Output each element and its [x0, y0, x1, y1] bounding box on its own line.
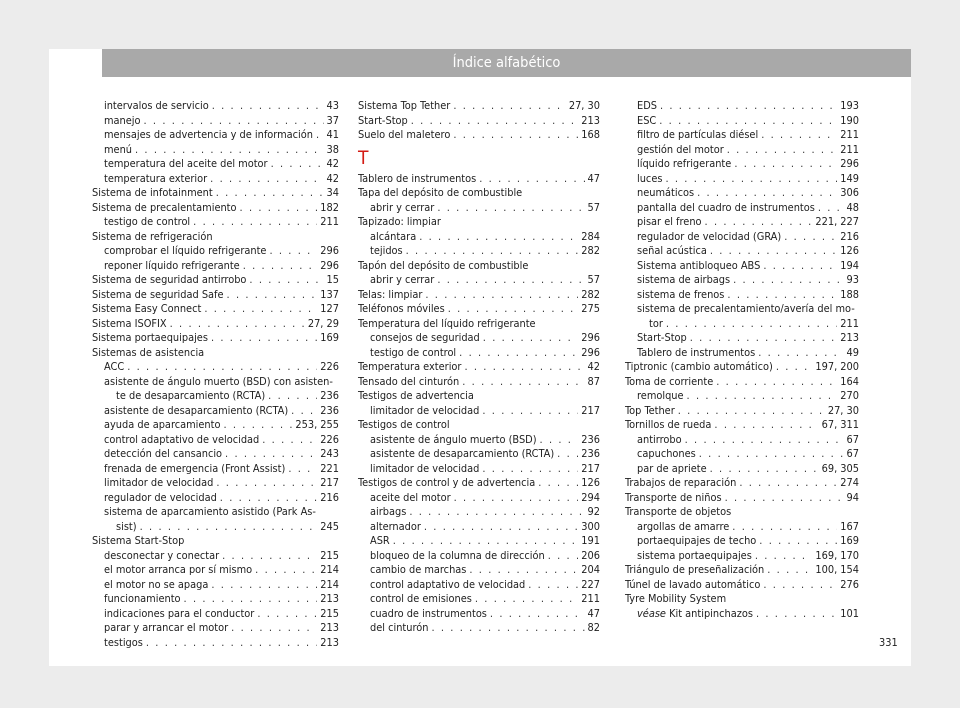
- index-entry: Testigos de control y de advertencia . . . 126: [358, 476, 600, 491]
- index-entry: par de apriete . . . 69, 305: [625, 462, 859, 477]
- index-heading: Sistema de refrigeración: [92, 229, 213, 243]
- index-entry: comprobar el líquido refrigerante . . . 296: [92, 244, 339, 259]
- index-entry: Sistema de infotainment . . . 34: [92, 186, 339, 201]
- index-entry: sistema de frenos . . . 188: [625, 288, 859, 303]
- index-entry-wrapped: asistente de ángulo muerto (BSD) con asisten-: [104, 374, 333, 388]
- index-entry-wrapped: sistema de aparcamiento asistido (Park As-: [104, 505, 316, 518]
- index-entry: funcionamiento . . . 213: [92, 592, 339, 607]
- index-column-1: [92, 99, 339, 650]
- page-header: Índice alfabético: [102, 49, 911, 77]
- index-entry: Tornillos de rueda . . . 67, 311: [625, 418, 859, 433]
- page-number: 331: [879, 636, 898, 649]
- index-entry: testigo de control . . . 211: [92, 215, 339, 230]
- index-entry: gestión del motor . . . 211: [625, 143, 859, 158]
- index-entry: ESC . . . 190: [625, 114, 859, 129]
- index-entry: parar y arrancar el motor . . . 213: [92, 621, 339, 636]
- index-entry: Start-Stop . . . 213: [358, 114, 600, 129]
- index-entry: Sistema Top Tether . . . 27, 30: [358, 99, 600, 114]
- index-entry: Trabajos de reparación . . . 274: [625, 476, 859, 491]
- index-entry: líquido refrigerante . . . 296: [625, 157, 859, 172]
- index-entry: limitador de velocidad . . . 217: [358, 404, 600, 419]
- index-entry: Suelo del maletero . . . 168: [358, 128, 600, 143]
- index-entry: argollas de amarre . . . 167: [625, 520, 859, 535]
- index-entry: Sistema de precalentamiento . . . 182: [92, 201, 339, 216]
- index-entry: señal acústica . . . 126: [625, 244, 859, 259]
- index-entry: del cinturón . . . 82: [358, 621, 600, 636]
- index-entry: temperatura exterior . . . 42: [92, 172, 339, 187]
- index-entry: abrir y cerrar . . . 57: [358, 273, 600, 288]
- index-entry: pantalla del cuadro de instrumentos . . . 48: [625, 201, 859, 216]
- index-entry: alcántara . . . 284: [358, 230, 600, 245]
- index-entry: ayuda de aparcamiento . . . 253, 255: [92, 418, 339, 433]
- index-entry: Sistema de seguridad antirrobo . . . 15: [92, 273, 339, 288]
- index-heading: Temperatura del líquido refrigerante: [358, 316, 536, 330]
- index-heading: Transporte de objetos: [625, 505, 732, 518]
- index-entry: Telas: limpiar . . . 282: [358, 288, 600, 303]
- index-entry: sistema portaequipajes . . . 169, 170: [625, 549, 859, 564]
- index-entry: cambio de marchas . . . 204: [358, 563, 600, 578]
- index-entry: limitador de velocidad . . . 217: [92, 476, 339, 491]
- index-entry: Top Tether . . . 27, 30: [625, 404, 859, 419]
- index-entry: Teléfonos móviles . . . 275: [358, 302, 600, 317]
- index-entry: regulador de velocidad (GRA) . . . 216: [625, 230, 859, 245]
- index-entry: reponer líquido refrigerante . . . 296: [92, 259, 339, 274]
- index-entry: control adaptativo de velocidad . . . 226: [92, 433, 339, 448]
- index-entry: abrir y cerrar . . . 57: [358, 201, 600, 216]
- index-heading: Tapizado: limpiar: [358, 215, 441, 228]
- index-entry: capuchones . . . 67: [625, 447, 859, 462]
- index-entry: Start-Stop . . . 213: [625, 331, 859, 346]
- index-entry: el motor no se apaga . . . 214: [92, 578, 339, 593]
- index-entry: tor . . . 211: [625, 317, 859, 332]
- index-entry: limitador de velocidad . . . 217: [358, 462, 600, 477]
- index-entry: indicaciones para el conductor . . . 215: [92, 607, 339, 622]
- index-entry: manejo . . . 37: [92, 114, 339, 129]
- index-entry: ACC . . . 226: [92, 360, 339, 375]
- index-entry: te de desaparcamiento (RCTA) . . . 236: [92, 389, 339, 404]
- index-entry: Sistema de seguridad Safe . . . 137: [92, 288, 339, 303]
- index-heading: Testigos de advertencia: [358, 389, 474, 402]
- index-entry: Sistema antibloqueo ABS . . . 194: [625, 259, 859, 274]
- index-entry: Sistema portaequipajes . . . 169: [92, 331, 339, 346]
- index-heading: Tapa del depósito de combustible: [358, 186, 523, 199]
- index-entry: Túnel de lavado automático . . . 276: [625, 578, 859, 593]
- index-column-2: [358, 99, 600, 636]
- index-entry: regulador de velocidad . . . 216: [92, 491, 339, 506]
- index-entry: menú . . . 38: [92, 143, 339, 158]
- section-letter-t: T: [358, 146, 369, 169]
- index-entry: control de emisiones . . . 211: [358, 592, 600, 607]
- index-entry: Tablero de instrumentos . . . 47: [358, 172, 600, 187]
- index-entry: véase Kit antipinchazos . . . 101: [625, 607, 859, 622]
- index-entry: desconectar y conectar . . . 215: [92, 549, 339, 564]
- index-entry: el motor arranca por sí mismo . . . 214: [92, 563, 339, 578]
- index-column-3: [625, 99, 859, 621]
- index-entry: neumáticos . . . 306: [625, 186, 859, 201]
- see-reference: véase: [637, 606, 666, 620]
- index-entry: antirrobo . . . 67: [625, 433, 859, 448]
- index-entry: pisar el freno . . . 221, 227: [625, 215, 859, 230]
- index-entry: Transporte de niños . . . 94: [625, 491, 859, 506]
- index-entry: sist) . . . 245: [92, 520, 339, 535]
- index-entry: detección del cansancio . . . 243: [92, 447, 339, 462]
- index-entry: mensajes de advertencia y de información . . . 41: [92, 128, 339, 143]
- index-entry: alternador . . . 300: [358, 520, 600, 535]
- index-entry: ASR . . . 191: [358, 534, 600, 549]
- index-heading: Sistemas de asistencia: [92, 345, 205, 359]
- index-heading: Testigos de control: [358, 418, 450, 431]
- index-entry: Temperatura exterior . . . 42: [358, 360, 600, 375]
- index-entry: tejidos . . . 282: [358, 244, 600, 259]
- index-entry: bloqueo de la columna de dirección . . . 206: [358, 549, 600, 564]
- index-entry: airbags . . . 92: [358, 505, 600, 520]
- index-heading: Sistema Start-Stop: [92, 534, 185, 547]
- index-entry: Tensado del cinturón . . . 87: [358, 375, 600, 390]
- index-entry: aceite del motor . . . 294: [358, 491, 600, 506]
- index-entry: luces . . . 149: [625, 172, 859, 187]
- index-entry: temperatura del aceite del motor . . . 42: [92, 157, 339, 172]
- index-entry: EDS . . . 193: [625, 99, 859, 114]
- index-entry: Tablero de instrumentos . . . 49: [625, 346, 859, 361]
- index-entry: testigos . . . 213: [92, 636, 339, 651]
- index-entry: remolque . . . 270: [625, 389, 859, 404]
- index-entry: sistema de airbags . . . 93: [625, 273, 859, 288]
- index-entry: consejos de seguridad . . . 296: [358, 331, 600, 346]
- index-entry: Sistema Easy Connect . . . 127: [92, 302, 339, 317]
- index-entry: cuadro de instrumentos . . . 47: [358, 607, 600, 622]
- index-heading: Tapón del depósito de combustible: [358, 258, 529, 272]
- index-entry: Triángulo de preseñalización . . . 100, 154: [625, 563, 859, 578]
- index-entry: intervalos de servicio . . . 43: [92, 99, 339, 114]
- index-entry: Toma de corriente . . . 164: [625, 375, 859, 390]
- index-entry: filtro de partículas diésel . . . 211: [625, 128, 859, 143]
- index-entry-wrapped: sistema de precalentamiento/avería del mo-: [637, 302, 855, 315]
- index-heading: Tyre Mobility System: [625, 592, 727, 605]
- index-entry: asistente de ángulo muerto (BSD) . . . 236: [358, 433, 600, 448]
- index-entry: portaequipajes de techo . . . 169: [625, 534, 859, 549]
- index-entry: Tiptronic (cambio automático) . . . 197, 200: [625, 360, 859, 375]
- index-entry: frenada de emergencia (Front Assist) . . . 221: [92, 462, 339, 477]
- index-entry: asistente de desaparcamiento (RCTA) . . . 236: [92, 404, 339, 419]
- index-entry: Sistema ISOFIX . . . 27, 29: [92, 317, 339, 332]
- index-entry: asistente de desaparcamiento (RCTA) . . . 236: [358, 447, 600, 462]
- index-entry: control adaptativo de velocidad . . . 227: [358, 578, 600, 593]
- index-entry: testigo de control . . . 296: [358, 346, 600, 361]
- index-page: [49, 49, 911, 666]
